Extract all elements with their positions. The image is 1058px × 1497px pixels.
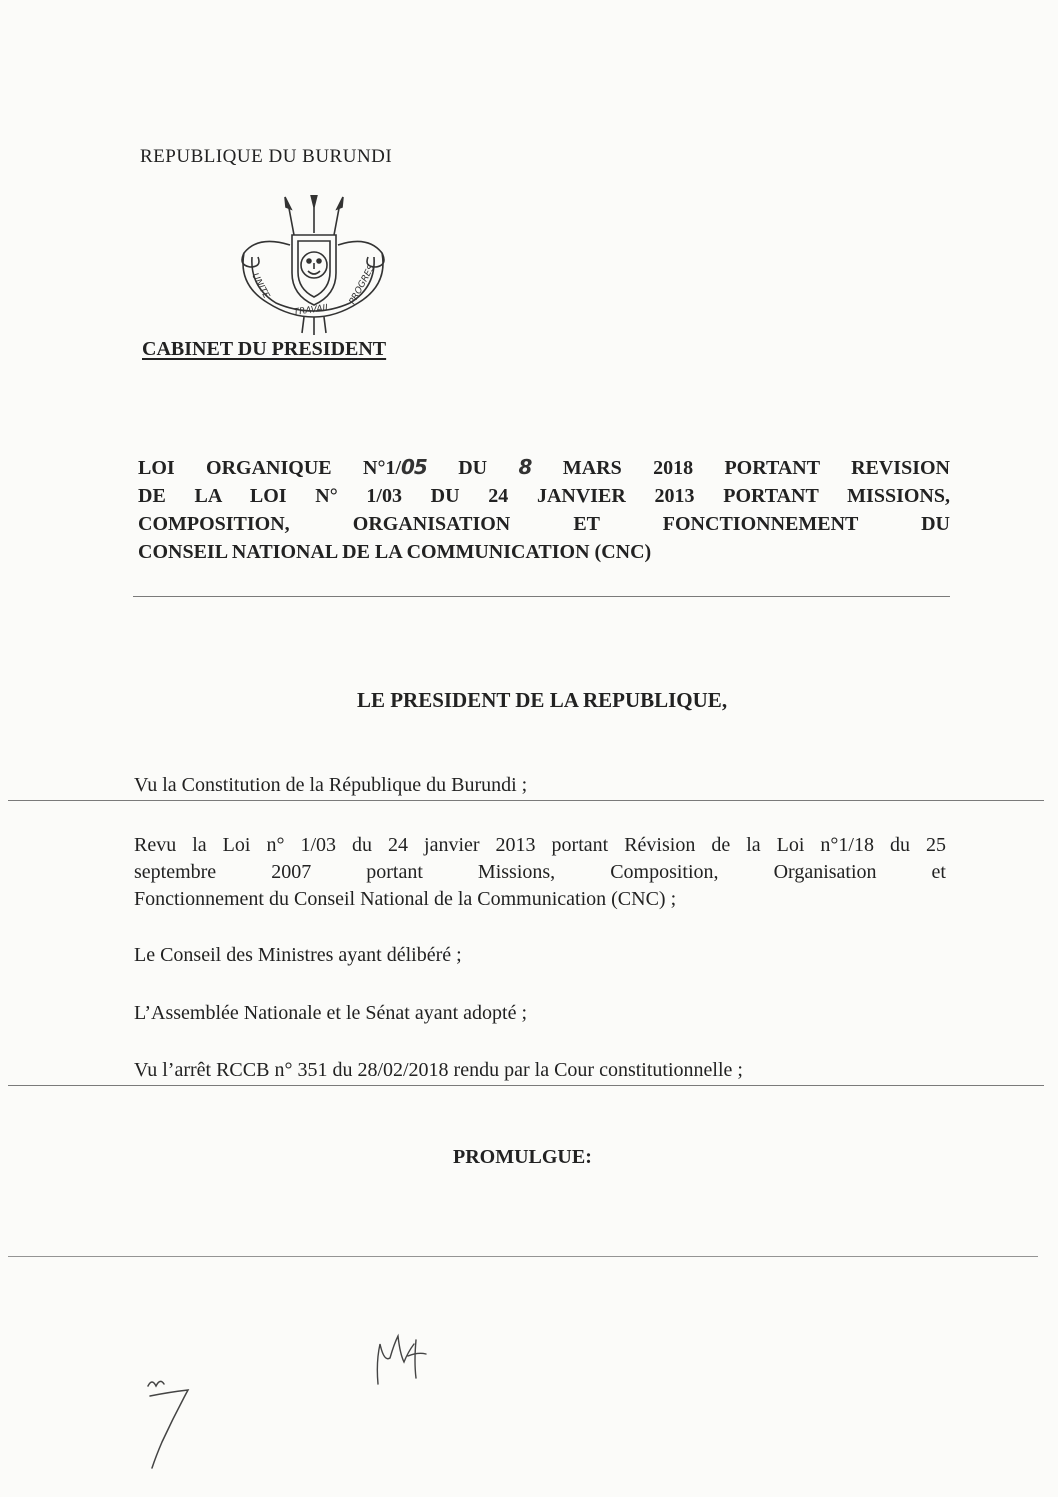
- law-title-line-4: CONSEIL NATIONAL DE LA COMMUNICATION (CNC): [138, 541, 652, 563]
- consideration-conseil-ministres: Le Conseil des Ministres ayant délibéré ;: [134, 944, 462, 966]
- handwritten-day: 8: [518, 455, 532, 479]
- consideration-arret-rccb: Vu l’arrêt RCCB n° 351 du 28/02/2018 rendu par la Cour constitutionnelle ;: [134, 1059, 743, 1081]
- law-title-line-1: LOI ORGANIQUE N°1/05 DU 8 MARS 2018 PORTANT REVISION: [138, 455, 950, 479]
- burundi-coat-of-arms-icon: [228, 195, 398, 337]
- svg-text:TRAVAIL: TRAVAIL: [293, 302, 331, 318]
- scan-line-3: [8, 1256, 1038, 1257]
- law-title: [138, 453, 950, 566]
- handwritten-paraph: [140, 1372, 200, 1472]
- svg-text:UNITE: UNITE: [249, 271, 271, 301]
- consideration-constitution: Vu la Constitution de la République du Burundi ;: [134, 774, 528, 796]
- consideration-assemblee-senat: L’Assemblée Nationale et le Sénat ayant adopté ;: [134, 1002, 528, 1024]
- consideration-revu-loi: Revu la Loi n° 1/03 du 24 janvier 2013 portant Révision de la Loi n°1/18 du 25 septembre 2007 portant Missions, Composition, Organisation et Fonctionnement du Conseil National de la Communication (CNC) ;: [134, 834, 946, 910]
- law-title-line-2: DE LA LOI N° 1/03 DU 24 JANVIER 2013 PORTANT MISSIONS,: [138, 485, 950, 507]
- scan-line-1: [8, 800, 1044, 801]
- svg-text:PROGRES: PROGRES: [347, 263, 378, 307]
- promulgue-heading: PROMULGUE:: [453, 1146, 592, 1168]
- scan-line-2: [8, 1085, 1044, 1086]
- law-title-line-3: COMPOSITION, ORGANISATION ET FONCTIONNEMENT DU: [138, 513, 950, 535]
- handwritten-initials: [368, 1322, 438, 1392]
- title-divider: [133, 596, 950, 597]
- cabinet-header: CABINET DU PRESIDENT: [142, 338, 387, 360]
- handwritten-law-number: 05: [401, 455, 427, 479]
- president-heading: LE PRESIDENT DE LA REPUBLIQUE,: [356, 688, 728, 712]
- republic-header: REPUBLIQUE DU BURUNDI: [140, 146, 393, 167]
